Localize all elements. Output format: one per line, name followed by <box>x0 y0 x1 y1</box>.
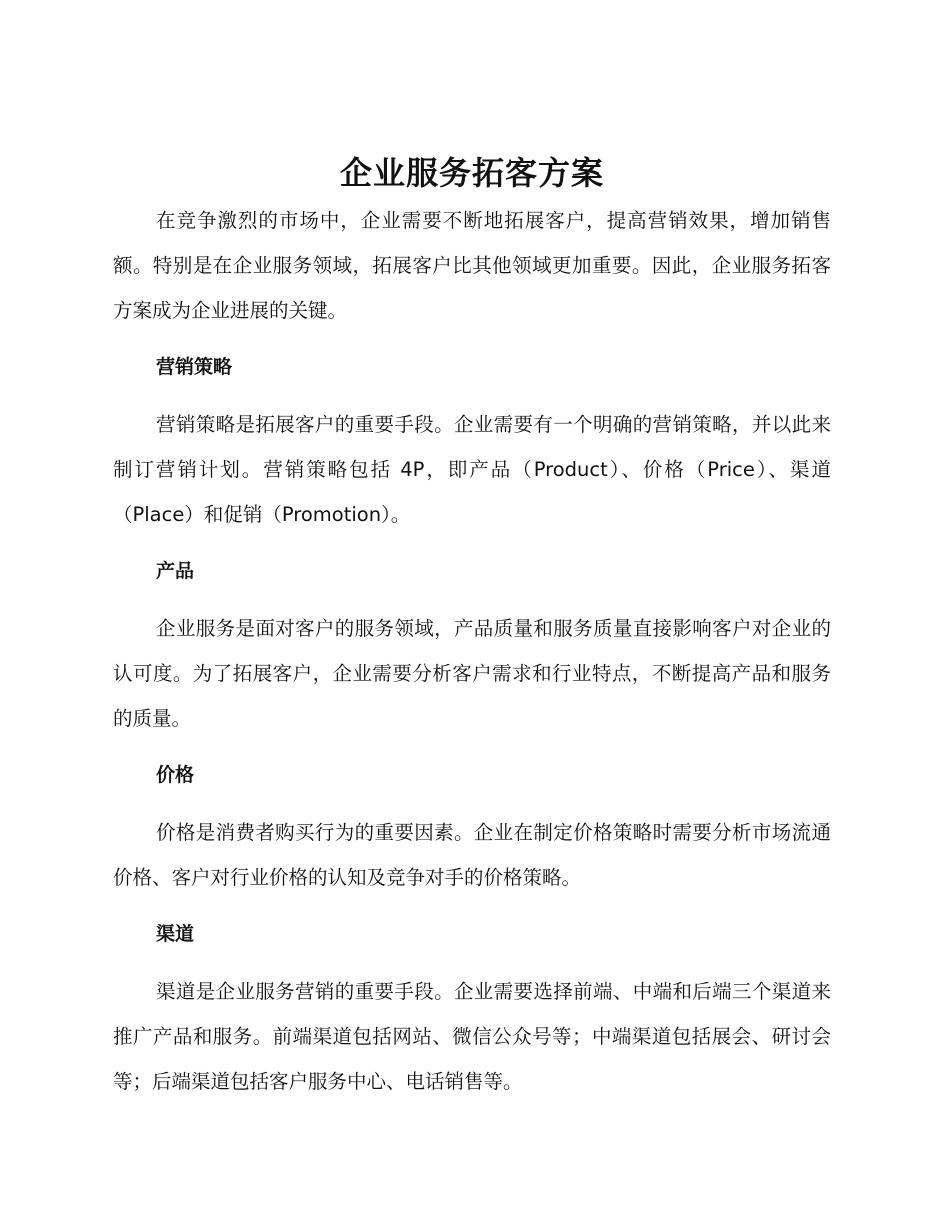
document-title: 企业服务拓客方案 <box>339 154 604 192</box>
section-body-price: 价格是消费者购买行为的重要因素。企业在制定价格策略时需要分析市场流通价格、客户对行业价格的认知及竞争对手的价格策略。 <box>113 821 831 889</box>
section-body-marketing-strategy: 营销策略是拓展客户的重要手段。企业需要有一个明确的营销策略，并以此来制订营销计划。营销策略包括 4P，即产品（Product）、价格（Price）、渠道（Place）和促销（Promotion）。 <box>113 413 831 526</box>
section-heading-product: 产品 <box>156 560 195 582</box>
section-heading-marketing-strategy: 营销策略 <box>156 356 233 378</box>
section-body-channel: 渠道是企业服务营销的重要手段。企业需要选择前端、中端和后端三个渠道来推广产品和服务。前端渠道包括网站、微信公众号等；中端渠道包括展会、研讨会等；后端渠道包括客户服务中心、电话销售等。 <box>113 980 831 1093</box>
document-page <box>113 150 831 1104</box>
section-body-product: 企业服务是面对客户的服务领域，产品质量和服务质量直接影响客户对企业的认可度。为了拓展客户，企业需要分析客户需求和行业特点，不断提高产品和服务的质量。 <box>113 617 831 730</box>
section-heading-price: 价格 <box>156 764 195 786</box>
section-heading-channel: 渠道 <box>156 923 195 945</box>
intro-paragraph: 在竞争激烈的市场中，企业需要不断地拓展客户，提高营销效果，增加销售额。特别是在企业服务领域，拓展客户比其他领域更加重要。因此，企业服务拓客方案成为企业进展的关键。 <box>113 209 831 322</box>
